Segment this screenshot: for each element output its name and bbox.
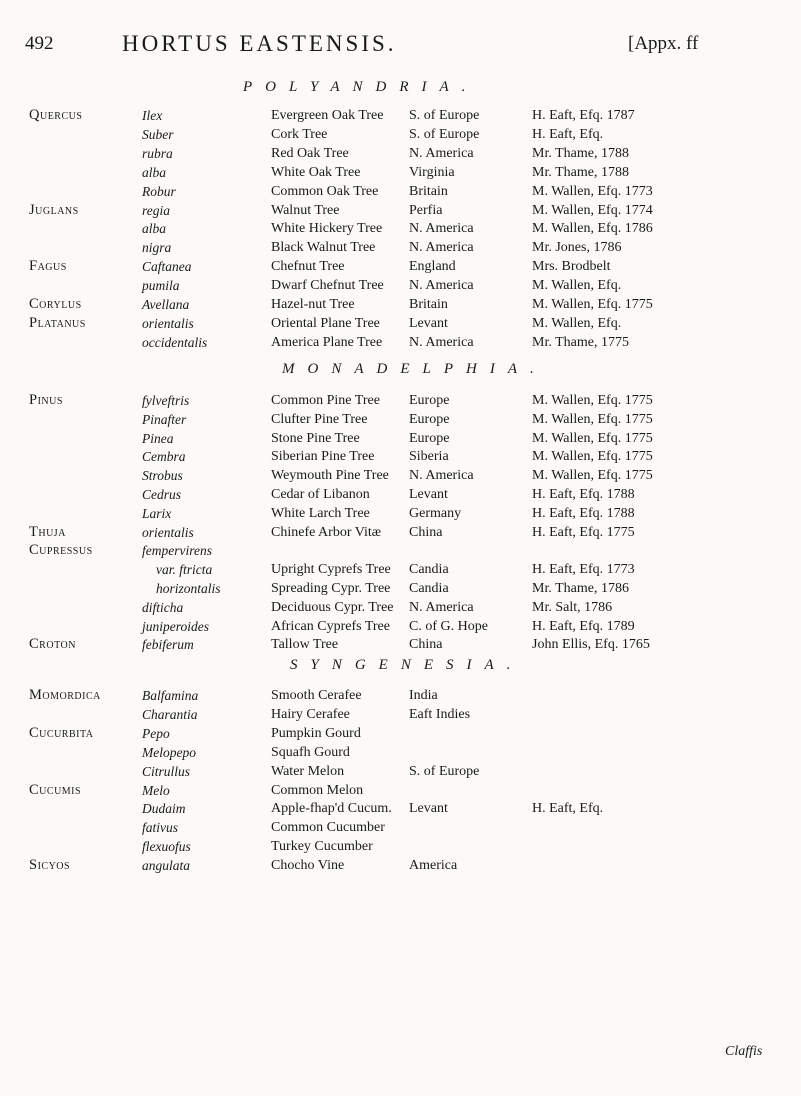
common-name: Evergreen Oak Tree: [271, 108, 384, 123]
introduced-by: Mrs. Brodbelt: [532, 259, 611, 275]
origin-country: Virginia: [409, 164, 455, 180]
common-name: Common Oak Tree: [271, 183, 379, 199]
table-row: [0, 504, 801, 523]
common-name: Tallow Tree: [271, 637, 339, 653]
common-name: Black Walnut Tree: [271, 240, 376, 256]
genus-name: Thuja: [29, 523, 66, 540]
common-name: Stone Pine Tree: [271, 430, 360, 446]
genus-name: Cucurbita: [29, 724, 94, 741]
species-name: Suber: [142, 126, 174, 142]
species-name: Ilex: [142, 108, 163, 123]
table-row: [0, 447, 801, 466]
common-name: Deciduous Cypr. Tree: [271, 599, 394, 615]
introduced-by: Mr. Salt, 1786: [532, 599, 613, 615]
introduced-by: H. Eaft, Efq. 1787: [532, 108, 635, 123]
table-row: [0, 485, 801, 504]
origin-country: Levant: [409, 315, 448, 331]
species-name: Caftanea: [142, 259, 192, 275]
common-name: Pumpkin Gourd: [271, 725, 361, 741]
species-name: fativus: [142, 820, 178, 836]
table-row: [0, 837, 801, 856]
catchword: Claffis: [725, 1044, 763, 1059]
table-row: [0, 523, 801, 542]
common-name: Cedar of Libanon: [271, 487, 370, 502]
origin-country: S. of Europe: [409, 108, 480, 123]
table-row: [0, 579, 801, 598]
genus-name: Fagus: [29, 258, 67, 275]
introduced-by: Mr. Thame, 1786: [532, 581, 629, 596]
species-name: difticha: [142, 599, 184, 615]
origin-country: Europe: [409, 411, 450, 427]
species-name: Pinafter: [142, 411, 187, 427]
table-row: [0, 219, 801, 238]
origin-country: Britain: [409, 183, 448, 199]
origin-country: Siberia: [409, 449, 449, 465]
table-row: [0, 125, 801, 144]
origin-country: N. America: [409, 468, 474, 484]
species-name: orientalis: [142, 315, 194, 331]
section-title: MONADELPHIA.: [282, 361, 547, 377]
species-name: orientalis: [142, 524, 194, 540]
species-name: febiferum: [142, 637, 194, 653]
appendix-mark: [Appx. ff: [628, 33, 699, 54]
origin-country: N. America: [409, 221, 474, 237]
genus-name: Sicyos: [29, 857, 71, 874]
origin-country: N. America: [409, 145, 474, 161]
species-name: regia: [142, 202, 170, 218]
species-name: Melo: [142, 782, 170, 798]
introduced-by: M. Wallen, Efq. 1775: [532, 449, 653, 465]
table-row: [0, 106, 801, 125]
species-name: nigra: [142, 240, 172, 256]
table-row: [0, 429, 801, 448]
genus-name: Croton: [29, 636, 76, 653]
common-name: Weymouth Pine Tree: [271, 468, 389, 484]
page-number: 492: [25, 33, 54, 54]
origin-country: Eaft Indies: [409, 706, 471, 722]
species-name: Cedrus: [142, 487, 182, 502]
common-name: Turkey Cucumber: [271, 839, 373, 855]
origin-country: N. America: [409, 240, 474, 256]
table-row: [0, 391, 801, 410]
origin-country: Europe: [409, 430, 450, 446]
origin-country: Perfia: [409, 202, 443, 218]
common-name: Chefnut Tree: [271, 259, 345, 275]
common-name: Apple-fhap'd Cucum.: [271, 801, 392, 817]
origin-country: S. of Europe: [409, 763, 480, 779]
genus-name: Momordica: [29, 687, 101, 703]
species-name: horizontalis: [156, 581, 221, 596]
common-name: Clufter Pine Tree: [271, 411, 368, 427]
origin-country: Britain: [409, 297, 448, 312]
table-row: [0, 781, 801, 800]
genus-name: Cupressus: [29, 542, 93, 559]
origin-country: India: [409, 688, 438, 703]
common-name: African Cyprefs Tree: [271, 618, 390, 634]
origin-country: Candia: [409, 562, 449, 578]
origin-country: Levant: [409, 801, 448, 817]
origin-country: S. of Europe: [409, 126, 480, 142]
common-name: Upright Cyprefs Tree: [271, 562, 391, 578]
species-name: alba: [142, 221, 167, 237]
common-name: Squafh Gourd: [271, 744, 350, 760]
table-row: [0, 818, 801, 837]
table-row: [0, 799, 801, 818]
table-row: [0, 182, 801, 201]
species-name: Cembra: [142, 449, 186, 465]
introduced-by: M. Wallen, Efq. 1775: [532, 411, 653, 427]
origin-country: C. of G. Hope: [409, 618, 488, 634]
table-row: [0, 635, 801, 654]
table-row: [0, 560, 801, 579]
table-row: [0, 333, 801, 352]
introduced-by: M. Wallen, Efq. 1775: [532, 430, 653, 446]
origin-country: Europe: [409, 393, 450, 408]
species-name: angulata: [142, 858, 191, 874]
table-row: [0, 314, 801, 333]
table-row: [0, 144, 801, 163]
origin-country: N. America: [409, 334, 474, 350]
species-name: Charantia: [142, 706, 198, 722]
table-row: [0, 541, 801, 560]
species-name: occidentalis: [142, 334, 208, 350]
table-row: [0, 686, 801, 705]
table-row: [0, 201, 801, 220]
common-name: White Oak Tree: [271, 164, 361, 180]
species-name: Balfamina: [142, 688, 199, 703]
section-title: SYNGENESIA.: [290, 657, 524, 673]
genus-name: Pinus: [29, 392, 63, 408]
species-name: flexuofus: [142, 839, 191, 855]
introduced-by: H. Eaft, Efq. 1788: [532, 487, 635, 502]
table-row: [0, 410, 801, 429]
origin-country: China: [409, 524, 443, 540]
introduced-by: John Ellis, Efq. 1765: [532, 637, 650, 653]
species-name: Larix: [142, 505, 172, 521]
table-row: [0, 705, 801, 724]
species-name: Avellana: [142, 297, 190, 312]
species-name: rubra: [142, 145, 173, 161]
species-name: Pepo: [142, 725, 170, 741]
species-name: juniperoides: [142, 618, 209, 634]
introduced-by: H. Eaft, Efq. 1789: [532, 618, 635, 634]
table-row: [0, 238, 801, 257]
table-row: [0, 295, 801, 314]
introduced-by: M. Wallen, Efq. 1775: [532, 297, 653, 312]
common-name: Red Oak Tree: [271, 145, 349, 161]
introduced-by: H. Eaft, Efq. 1788: [532, 505, 635, 521]
introduced-by: H. Eaft, Efq.: [532, 126, 604, 142]
introduced-by: M. Wallen, Efq. 1775: [532, 468, 653, 484]
common-name: Siberian Pine Tree: [271, 449, 375, 465]
introduced-by: Mr. Jones, 1786: [532, 240, 622, 256]
introduced-by: M. Wallen, Efq. 1786: [532, 221, 653, 237]
common-name: Common Pine Tree: [271, 393, 380, 408]
table-row: [0, 598, 801, 617]
origin-country: N. America: [409, 278, 474, 294]
running-title: HORTUS EASTENSIS.: [122, 31, 397, 56]
introduced-by: H. Eaft, Efq. 1775: [532, 524, 635, 540]
origin-country: Candia: [409, 581, 449, 596]
genus-name: Juglans: [29, 201, 79, 218]
common-name: Water Melon: [271, 763, 345, 779]
common-name: America Plane Tree: [271, 334, 383, 350]
introduced-by: M. Wallen, Efq. 1774: [532, 202, 653, 218]
table-row: [0, 257, 801, 276]
species-name: Pinea: [142, 430, 174, 446]
introduced-by: Mr. Thame, 1775: [532, 334, 629, 350]
common-name: Hairy Cerafee: [271, 706, 350, 722]
common-name: White Larch Tree: [271, 505, 370, 521]
introduced-by: M. Wallen, Efq. 1773: [532, 183, 653, 199]
common-name: Walnut Tree: [271, 202, 340, 218]
common-name: Chocho Vine: [271, 858, 345, 874]
genus-name: Corylus: [29, 296, 82, 312]
genus-name: Quercus: [29, 107, 83, 123]
common-name: Smooth Cerafee: [271, 688, 362, 703]
introduced-by: H. Eaft, Efq. 1773: [532, 562, 635, 578]
species-name: Citrullus: [142, 763, 191, 779]
introduced-by: Mr. Thame, 1788: [532, 145, 629, 161]
origin-country: N. America: [409, 599, 474, 615]
introduced-by: M. Wallen, Efq. 1775: [532, 393, 653, 408]
common-name: Oriental Plane Tree: [271, 315, 380, 331]
common-name: Dwarf Chefnut Tree: [271, 278, 384, 294]
origin-country: China: [409, 637, 443, 653]
introduced-by: M. Wallen, Efq.: [532, 278, 622, 294]
table-row: [0, 163, 801, 182]
common-name: Chinefe Arbor Vitæ: [271, 524, 382, 540]
table-row: [0, 762, 801, 781]
section-title: POLYANDRIA.: [243, 79, 479, 95]
species-name: fempervirens: [142, 543, 212, 559]
introduced-by: Mr. Thame, 1788: [532, 164, 629, 180]
species-name: fylveftris: [142, 393, 190, 408]
table-row: [0, 617, 801, 636]
introduced-by: M. Wallen, Efq.: [532, 315, 622, 331]
origin-country: Levant: [409, 487, 448, 502]
page-header: [0, 31, 801, 57]
table-row: [0, 856, 801, 875]
common-name: White Hickery Tree: [271, 221, 383, 237]
species-name: Strobus: [142, 468, 183, 484]
origin-country: America: [409, 858, 458, 874]
species-name: pumila: [142, 278, 180, 294]
species-name: var. ftricta: [156, 562, 213, 578]
introduced-by: H. Eaft, Efq.: [532, 801, 604, 817]
origin-country: Germany: [409, 505, 462, 521]
table-row: [0, 276, 801, 295]
origin-country: England: [409, 259, 456, 275]
genus-name: Cucumis: [29, 781, 82, 798]
table-row: [0, 743, 801, 762]
species-name: Dudaim: [142, 801, 186, 817]
common-name: Cork Tree: [271, 126, 328, 142]
common-name: Common Cucumber: [271, 820, 385, 836]
table-row: [0, 724, 801, 743]
common-name: Common Melon: [271, 782, 364, 798]
common-name: Spreading Cypr. Tree: [271, 581, 391, 596]
common-name: Hazel-nut Tree: [271, 297, 355, 312]
species-name: Robur: [142, 183, 176, 199]
genus-name: Platanus: [29, 314, 86, 331]
species-name: Melopepo: [142, 744, 196, 760]
table-row: [0, 466, 801, 485]
species-name: alba: [142, 164, 167, 180]
